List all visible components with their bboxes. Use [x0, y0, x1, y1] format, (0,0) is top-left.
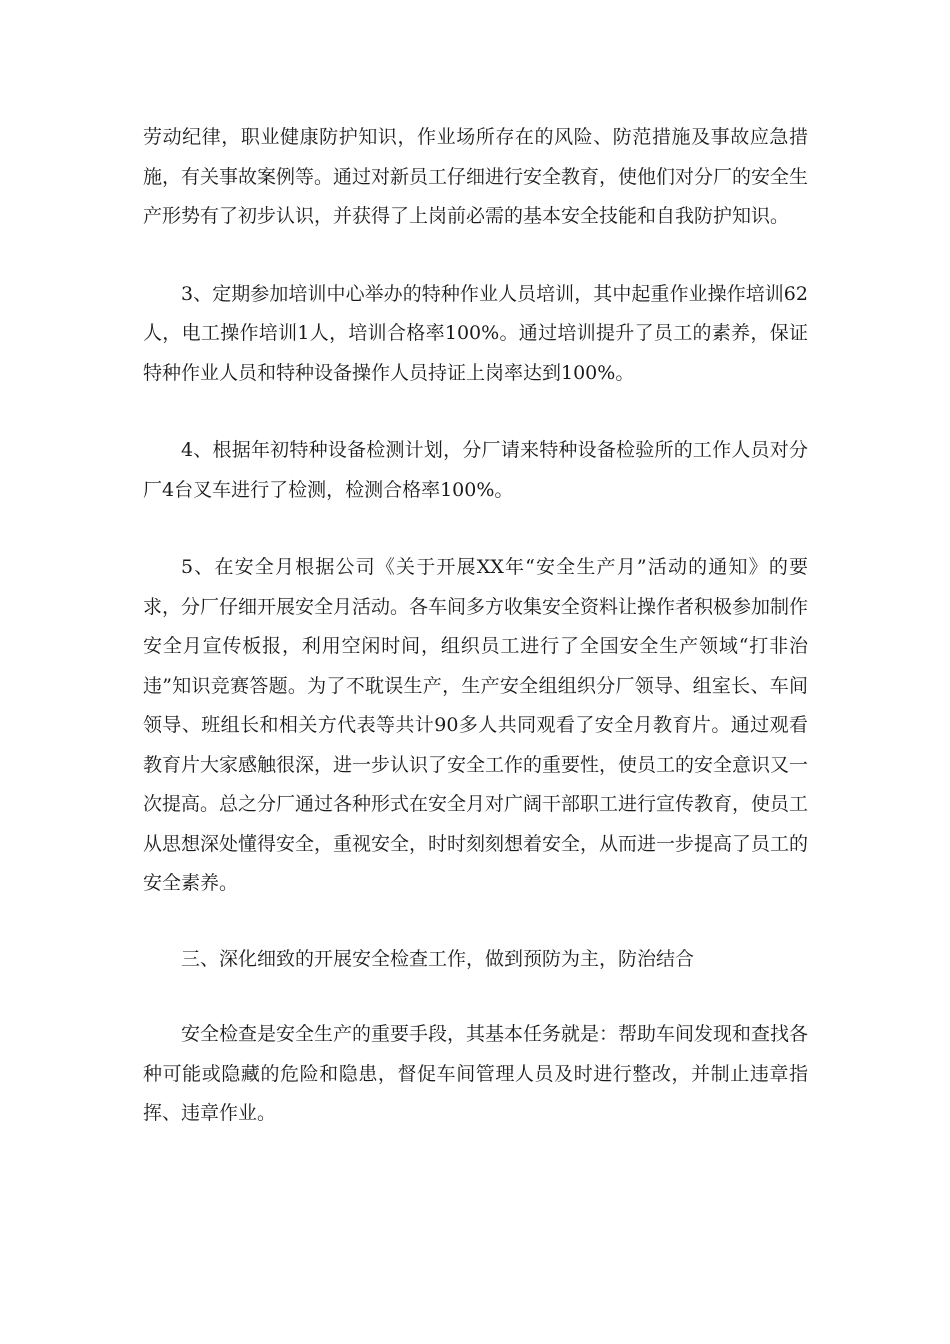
- paragraph-continuation: 劳动纪律，职业健康防护知识，作业场所存在的风险、防范措施及事故应急措施，有关事故案例等。通过对新员工仔细进行安全教育，使他们对分厂的安全生产形势有了初步认识，并获得了上岗前必需的基本安全技能和自我防护知识。: [143, 126, 809, 227]
- paragraph-safety-inspection: 安全检查是安全生产的重要手段，其基本任务就是：帮助车间发现和查找各种可能或隐藏的危险和隐患，督促车间管理人员及时进行整改，并制止违章指挥、违章作业。: [143, 1023, 809, 1124]
- paragraph-item-5: 5、在安全月根据公司《关于开展XX年“安全生产月”活动的通知》的要求，分厂仔细开展安全月活动。各车间多方收集安全资料让操作者积极参加制作安全月宣传板报，利用空闲时间，组织员工进行了全国安全生产领域“打非治违”知识竞赛答题。为了不耽误生产，生产安全组组织分厂领导、组室长、车间领导、班组长和相关方代表等共计90多人共同观看了安全月教育片。通过观看教育片大家感触很深，进一步认识了安全工作的重要性，使员工的安全意识又一次提高。总之分厂通过各种形式在安全月对广阔干部职工进行宣传教育，使员工从思想深处懂得安全，重视安全，时时刻刻想着安全，从而进一步提高了员工的安全素养。: [143, 556, 809, 894]
- document-body: [143, 118, 808, 1134]
- paragraph-item-4: 4、根据年初特种设备检测计划，分厂请来特种设备检验所的工作人员对分厂4台叉车进行了检测，检测合格率100%。: [143, 439, 808, 501]
- paragraph-item-3: 3、定期参加培训中心举办的特种作业人员培训，其中起重作业操作培训62人，电工操作培训1人，培训合格率100%。通过培训提升了员工的素养，保证特种作业人员和特种设备操作人员持证上岗率达到100%。: [143, 282, 808, 384]
- section-heading-3: 三、深化细致的开展安全检查工作，做到预防为主，防治结合: [181, 947, 695, 970]
